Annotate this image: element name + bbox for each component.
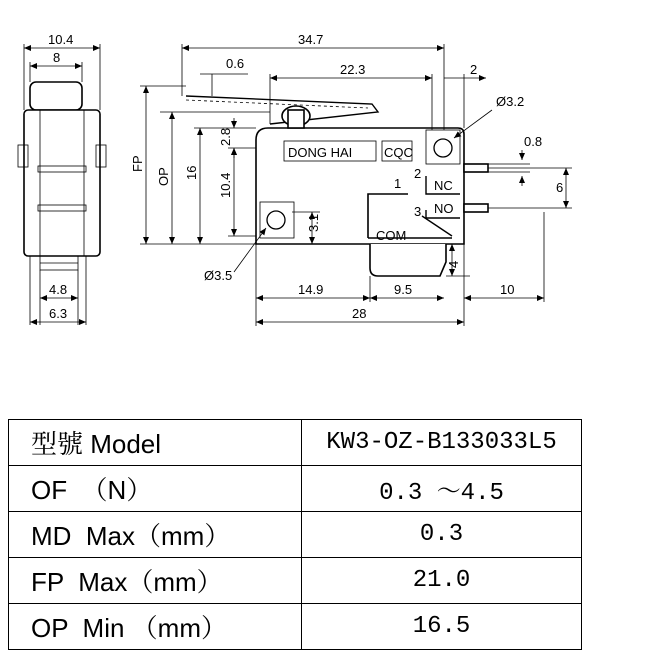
dim-pin-thickness: 0.8 <box>524 134 543 149</box>
dim-total-length: 34.7 <box>298 32 324 47</box>
dim-3-1: 3.1 <box>306 213 321 232</box>
dim-10: 10 <box>500 282 515 297</box>
cert-label: CQC <box>384 145 413 160</box>
dim-4: 4 <box>446 260 461 268</box>
spec-key-of: OF （N） <box>9 466 302 512</box>
terminal-num-2: 2 <box>414 166 422 181</box>
spec-key-op: OP Min （mm） <box>9 604 302 650</box>
spec-value-md: 0.3 <box>302 512 582 558</box>
dim-fp: FP <box>130 155 145 172</box>
terminal-com: COM <box>376 228 407 243</box>
terminal-num-1: 1 <box>394 176 402 191</box>
dim-28: 28 <box>352 306 367 321</box>
dim-right-offset: 2 <box>470 62 478 77</box>
terminal-num-3: 3 <box>414 204 422 219</box>
spec-value-fp: 21.0 <box>302 558 582 604</box>
dim-10-4: 10.4 <box>218 172 233 198</box>
dim-16: 16 <box>184 165 199 180</box>
spec-value-model: KW3-OZ-B133033L5 <box>302 420 582 466</box>
table-row <box>9 420 582 466</box>
dim-side-inner: 8 <box>53 50 61 65</box>
terminal-no: NO <box>434 201 454 216</box>
dim-hole-top: Ø3.2 <box>496 94 525 109</box>
front-view <box>130 32 572 326</box>
terminal-nc: NC <box>434 178 453 193</box>
spec-key-md: MD Max（mm） <box>9 512 302 558</box>
dim-14-9: 14.9 <box>298 282 324 297</box>
dim-pin-spacing: 6 <box>556 180 564 195</box>
table-row <box>9 512 582 558</box>
spec-key-model: 型號 Model <box>9 420 302 466</box>
dim-op: OP <box>156 167 171 186</box>
spec-value-op: 16.5 <box>302 604 582 650</box>
dim-hole-bottom: Ø3.5 <box>204 268 233 283</box>
spec-value-of: 0.3 ～4.5 <box>302 466 582 512</box>
spec-key-fp: FP Max（mm） <box>9 558 302 604</box>
dim-9-5: 9.5 <box>394 282 413 297</box>
table-row <box>9 604 582 650</box>
dim-top-span: 22.3 <box>340 62 366 77</box>
brand-label: DONG HAI <box>288 145 353 160</box>
dim-side-width: 10.4 <box>48 32 74 47</box>
spec-table <box>8 419 582 650</box>
table-row <box>9 466 582 512</box>
dim-side-bottom-1: 4.8 <box>49 282 68 297</box>
dim-side-bottom-2: 6.3 <box>49 306 68 321</box>
table-row <box>9 558 582 604</box>
dim-2-8: 2.8 <box>218 127 233 146</box>
side-view <box>18 32 106 325</box>
dim-lever-thickness: 0.6 <box>226 56 245 71</box>
